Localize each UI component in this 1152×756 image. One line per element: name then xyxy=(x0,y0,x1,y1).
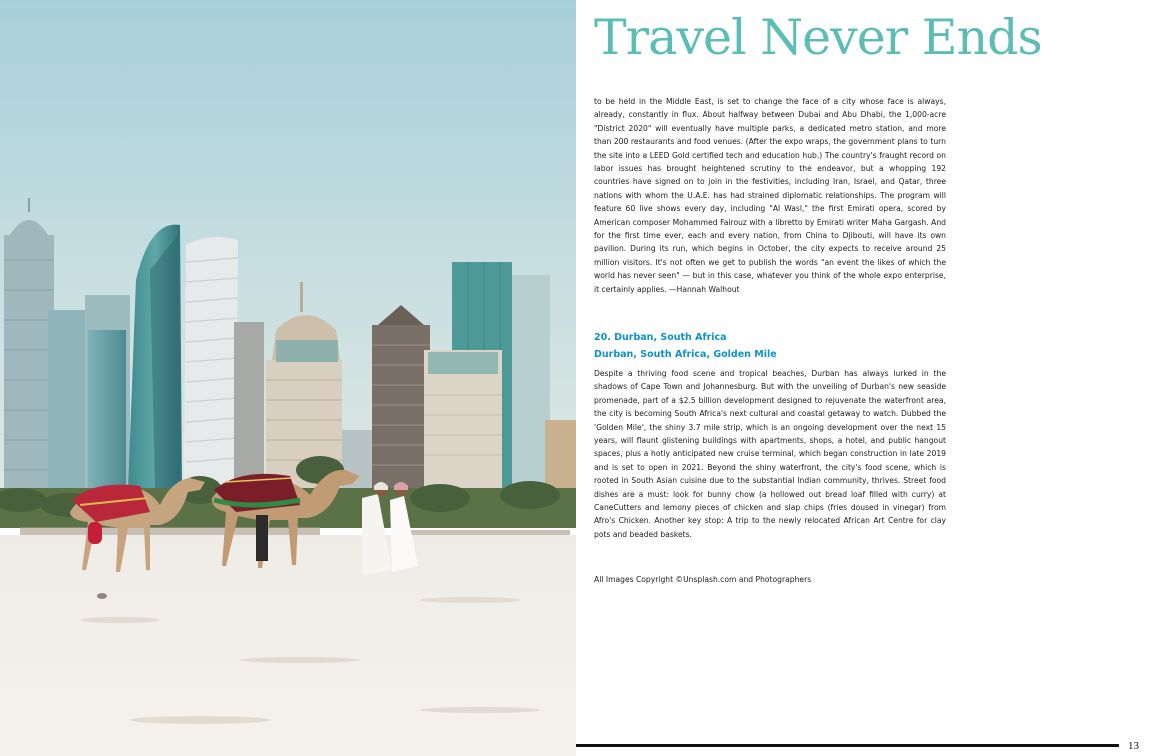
article-paragraph-2: Despite a thriving food scene and tropical beaches, Durban has always lurked in the shadows of Cape Town and Johannesburg. But with the unveiling of Durban's new seaside promenade, part of a $2.5 billion development designed to rejuvenate the waterfront area, the city is becoming South Africa's next cultural and coastal getaway to watch. Dubbed the 'Golden Mile', the shiny 3.7 mile strip, which is an ongoing development over the next 15 years, will flaunt glistening buildings with apartments, shops, a hotel, and public hangout spaces, plus a hotly anticipated new cruise terminal, which began construction in late 2019 and is set to open in 2021. Beyond the shiny waterfront, the city's food scene, which is rooted in South Asian cuisine due to the substantial Indian community, thrives. Street food dishes are a must: look for bunny chow (a hollowed out bread loaf filled with curry) at CaneCutters and lemony pieces of chicken and slap chips (fries doused in vinegar) from Afro's Chicken. Another key stop: A trip to the newly relocated African Art Centre for clay pots and beaded baskets. xyxy=(594,369,946,539)
image-credits: All Images Copyright ©Unsplash.com and Photographers xyxy=(594,575,812,584)
page-number: 13 xyxy=(1128,740,1139,752)
article-title: Travel Never Ends xyxy=(594,9,1042,66)
section-heading: 20. Durban, South Africa xyxy=(594,332,727,343)
section-subheading: Durban, South Africa, Golden Mile xyxy=(594,349,777,360)
footer-rule xyxy=(576,744,1119,747)
article-page xyxy=(576,0,1152,756)
article-paragraph-1: to be held in the Middle East, is set to change the face of a city whose face is always, already, constantly in flux. About halfway between Dubai and Abu Dhabi, the 1,000-acre "District 2020" will eventually have multiple parks, a dedicated metro station, and more than 200 restaurants and food venues. (After the expo wraps, the government plans to turn the site into a LEED Gold certified tech and education hub.) The country's fraught record on labor issues has brought heightened scrutiny to the endeavor, but a whopping 192 countries have signed on to join in the festivities, including Iran, Israel, and Qatar, three nations with whom the U.A.E. has had strained diplomatic relationships. The program will feature 60 live shows every day, including "Al Wasl," the first Emirati opera, scored by American composer Mohammed Fairouz with a libretto by Emirati writer Maha Gargash. And for the first time ever, each and every nation, from China to Djibouti, will have its own pavilion. During its run, which begins in October, the city expects to receive around 25 million visitors. It's not often we get to publish the words "an event the likes of which the world has never seen" — but in this case, whatever you think of the whole expo enterprise, it certainly applies. —Hannah Walhout xyxy=(594,97,946,294)
